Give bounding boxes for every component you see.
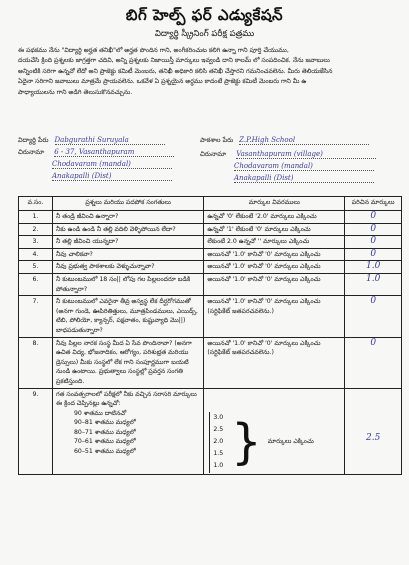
table-row [19, 296, 402, 337]
band-item: 90 శాతము దాటినచో [73, 409, 127, 417]
table-row [19, 223, 402, 236]
instruction-line: ఏదైనా సరిగాని జవాబులు మాత్రమే ప్రాయవలెను. ఒకవేళ ఏ ప్రశ్నయైన అర్థము కాదంటే ప్రాజెక్టు కమిటీ మెంబరు గాని మీ ఉ [18, 78, 307, 86]
form-title: బిగ్ హెల్ప్ ఫర్ ఎడ్యుకేషన్ [125, 6, 284, 24]
scale-value: 1.0 [213, 462, 224, 470]
band-list [56, 409, 200, 457]
table-row [19, 248, 402, 261]
header-question: ప్రశ్నలు మరియు పదపోక సంగతులు [52, 197, 203, 211]
student-address-row [18, 148, 174, 158]
school-address-value-3[interactable]: Anakapalli (Dist) [234, 174, 374, 183]
instruction-line: అన్నింటికి సరిగా ఉన్నవో లేదో అని ప్రాజెక్టు కమిటీ మెంబరు, తనిఖీ అధికారి కలిసి తనిఖీ చేస్తారని గమనించవలెను. మీరు తెలియజేసిన [18, 67, 333, 75]
row-number: 5. [19, 261, 53, 274]
row-rule: అయినచో '1.0' కానిచో '0' మార్కులు ఎక్కించు (సర్టిఫికేట్ జతపరచవలెను.) [204, 296, 345, 337]
scale-value: 2.5 [213, 425, 224, 433]
student-address-value-2[interactable]: Chodavaram (mandal) [52, 160, 172, 169]
band-item: 80–71 శాతము మధ్యలో [73, 428, 136, 436]
band-item: 60–51 శాతము మధ్యలో [73, 448, 136, 456]
curly-brace-icon: } [231, 414, 262, 470]
row-score[interactable]: 0 [370, 211, 377, 221]
row-number: 8. [19, 337, 53, 388]
school-name-label: పాఠశాల పేరు [200, 136, 234, 144]
form-subtitle: విద్యార్థి స్క్రీనింగ్ పరీక్ష పత్రము [154, 29, 255, 39]
row-rule: ఉన్నచో '0' లేకుంటే '2.0' మార్కులు ఎక్కించు [204, 211, 345, 224]
student-name-row [18, 136, 165, 146]
scale-value: 1.5 [213, 450, 224, 458]
scale-value: 3.0 [213, 413, 224, 421]
scale-values [209, 412, 223, 473]
band-item: 90–81 శాతము మధ్యలో [73, 419, 136, 427]
student-address-label: చిరునామా [18, 148, 45, 156]
school-address-label: చిరునామా [200, 150, 227, 158]
school-address-row [200, 150, 376, 160]
row-score[interactable]: 1.0 [366, 273, 381, 284]
scale-value: 2.0 [213, 437, 224, 445]
table-header-row [19, 197, 402, 211]
row-rule: అయినచో '1.0' కానిచో '0' మార్కులు ఎక్కించు [204, 261, 345, 274]
header-marks-rule: మార్కుల వివరములు [204, 197, 345, 211]
student-address-row-3 [52, 172, 172, 181]
row-number: 3. [19, 236, 53, 249]
table-row [19, 261, 402, 274]
instruction-line: దయచేసి క్రింది ప్రశ్నలకు జాగ్రత్తగా చదివి, అన్ని ప్రశ్నలకు నిజాయిస్తీ మార్కులు ఇవ్వండి దాని కాలమ్ లో సంపదించిక. నేను జవాబులు [18, 57, 330, 65]
row-question: గత సంవత్సరాలలో పరీక్షలో నీకు వచ్చిన సరాసరి మార్కులు ఈ క్రింద చెప్పినట్లు ఉన్నచో: [55, 390, 197, 408]
row-rule: అయినచో '1.0' కానిచో '0' మార్కులు ఎక్కించు (సర్టిఫికేట్ జతపరచవలెను.) [204, 337, 345, 388]
row-rule: లేకుంటే 2.0 ఉన్నచో '' మార్కులు ఎక్కించు [204, 236, 345, 249]
row-number: 1. [19, 211, 53, 224]
row-question: నీ తల్లి జీవించి యున్నదా? [52, 236, 203, 249]
row-score[interactable]: 0 [370, 337, 377, 348]
school-address-value-1[interactable]: Vasanthapuram (village) [236, 150, 376, 159]
row-rule: ఉన్నచో '1' లేకుంటే '0' మార్కులు ఎక్కించు [204, 223, 345, 236]
instruction-line: పాధ్యాయులను గాని అడిగి తెలుసుకొనవచ్చును. [18, 88, 133, 96]
instructions-paragraph [18, 46, 397, 98]
row-score[interactable]: 0 [370, 296, 377, 307]
row-question: నీకు ఉండి ఉండి నీ తల్లి వదిలి వెళ్ళిపోయిన లేదా? [52, 223, 203, 236]
student-address-value-3[interactable]: Anakapalli (Dist) [52, 172, 172, 181]
row-score[interactable]: 0 [370, 223, 377, 234]
row-rule-scale [204, 388, 345, 474]
header-serial: వ.సం. [19, 197, 53, 211]
row-score[interactable]: 2.5 [366, 432, 381, 443]
school-name-value[interactable]: Z.P.High School [239, 136, 369, 145]
table-row [19, 211, 402, 224]
row-question: నీవు ప్రభుత్వ పాఠశాలకు వెళ్ళుచున్నావా? [52, 261, 203, 274]
row-question: నీవు చాలికవా? [52, 248, 203, 261]
school-address-value-2[interactable]: Chodavaram (mandal) [234, 162, 374, 171]
row-question: నీవు పిల్లల నారక సంస్థ మీద ఏ సేవ పొందినావా? (అనగా ఉచిత విద్య, భోజనాదికం, ఆరోగ్యం, పరిశుభ్రత మరియు డ్రెస్సులు) మీకు సంస్థలో లేక గాని సంపూర్ణముగా బయటి నుండి ఉంటాయి. ప్రభుత్వాలు సంస్థల్లో ప్రవర్తన సంగతి ప్రకటిస్తుంది. [52, 337, 203, 388]
row-rule: అయినచో '1.0' కానిచో '0' మార్కులు ఎక్కించు [204, 248, 345, 261]
row-question: నీ కుటుంబములో 18 సం|| లోపు గల పిల్లలందరూ బడికి పోతున్నారా? [52, 273, 203, 295]
student-name-value[interactable]: Dabgurathi Suruyala [55, 136, 165, 145]
header-marks-given: పరిచిన మార్కులు [345, 197, 402, 211]
row-question-percent-bands [52, 388, 203, 474]
row-rule: అయినచో '1.0' కానిచో '0' మార్కులు ఎక్కించు [204, 273, 345, 295]
instruction-line: ఈ పథకము నేను "విద్యార్థి అర్హత తనిఖీ"లో అర్హత పొందిన గాని, అంగీకరించుట కలిగి ఉన్నా గాని పూర్తి చేయుము, [18, 47, 289, 54]
school-address-row-3 [234, 174, 374, 183]
row-number: 4. [19, 248, 53, 261]
school-address-row-2 [234, 162, 374, 171]
student-address-row-2 [52, 160, 172, 169]
row-number: 9. [19, 388, 53, 474]
row-score[interactable]: 0 [370, 248, 377, 259]
student-name-label: విద్యార్థి పేరు [18, 136, 49, 144]
marks-scale [207, 412, 341, 473]
table-row [19, 236, 402, 249]
row-score[interactable]: 1.0 [366, 261, 381, 272]
row-rule: మార్కులు ఎక్కించు [267, 438, 314, 446]
student-address-value-1[interactable]: 6 - 37, Vasanthapuram [54, 148, 174, 157]
row-question: నీ కుటుంబములో ఎవరైనా తీవ్ర అస్వస్థ లేక దీర్ఘరోగముతో (అనగా గుండె, ఊపిరితిత్తులు, మూత్రపిండములు, ఎయిడ్స్, టిబి, పోలియో, క్యాన్సర్, పక్షవాతం, కుష్టువ్యాధి మొ||) బాధపడుతున్నారా? [52, 296, 203, 337]
band-item: 70–61 శాతము మధ్యలో [73, 438, 136, 446]
marks-table [18, 196, 402, 475]
row-number: 6. [19, 273, 53, 295]
school-name-row [200, 136, 369, 146]
row-number: 7. [19, 296, 53, 337]
row-score[interactable]: 0 [370, 236, 377, 247]
table-row [19, 388, 402, 474]
table-row [19, 337, 402, 388]
table-row [19, 273, 402, 295]
row-number: 2. [19, 223, 53, 236]
row-question: నీ తండ్రి జీవించి ఉన్నారా? [52, 211, 203, 224]
